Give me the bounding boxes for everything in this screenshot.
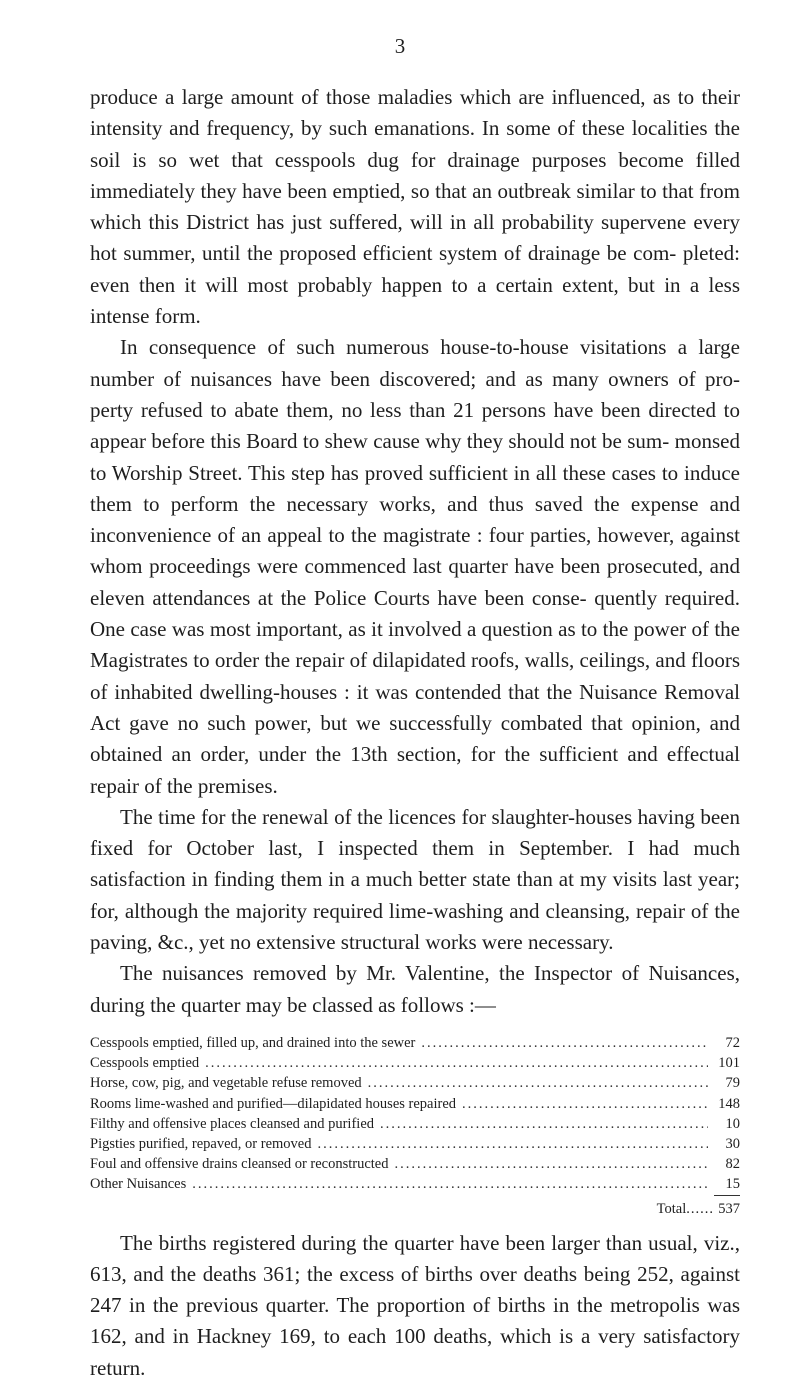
leader-dots [192,1174,708,1194]
paragraph-inspector-intro: The nuisances removed by Mr. Valentine, the Inspector of Nuisances, during the quarter may be classed as follows :— [90,961,740,1017]
leader-dots [395,1154,709,1174]
nuisance-table [90,1033,740,1196]
row-value: 72 [725,1034,740,1051]
row-label: Rooms lime-washed and purified—dilapidated houses repaired [90,1095,457,1112]
row-value: 30 [725,1135,740,1152]
table-row [90,1033,740,1053]
row-value: 148 [718,1095,740,1112]
row-label: Other Nuisances [90,1176,187,1193]
paragraph-drainage: produce a large amount of those maladies which are influenced, as to their intensity and frequency, by such emanations. In some of these localities the soil is so wet that cesspools dug for drainage purposes become filled immediately they have been emptied, so that an outbreak similar to that from which this District has just suffered, will in all probability supervene every hot summer, until the proposed efficient system of drainage be com- pleted: even then it will most probably happen to a certain extent, but in a less intense form. [90,85,740,329]
leader-dots [380,1114,708,1134]
leader-dots [368,1073,708,1093]
total-label: Total [656,1200,687,1217]
table-row [90,1174,740,1195]
row-label: Foul and offensive drains cleansed or reconstructed [90,1156,389,1173]
page-number: 3 [394,34,406,58]
leader-dots [205,1053,708,1073]
row-label: Cesspools emptied [90,1055,200,1072]
row-value: 79 [725,1075,740,1092]
table-row [90,1114,740,1134]
table-row [90,1154,740,1174]
leader-dots [462,1094,708,1114]
row-label: Horse, cow, pig, and vegetable refuse removed [90,1075,362,1092]
row-value: 10 [725,1115,740,1132]
table-row [90,1073,740,1093]
total-row [90,1198,740,1220]
row-value: 101 [718,1055,740,1072]
leader-dots [317,1134,708,1154]
table-row [90,1094,740,1114]
row-label: Filthy and offensive places cleansed and purified [90,1115,375,1132]
row-value: 82 [725,1156,740,1173]
row-value: 15 [714,1174,740,1195]
table-row [90,1053,740,1073]
table-row [90,1134,740,1154]
paragraph-slaughter-houses: The time for the renewal of the licences for slaughter-houses having been fixed for October last, I inspected them in September. I had much satisfaction in finding them in a much better state than at my visits last year; for, although the majority required lime-washing and cleansing, repair of the paving, &c., yet no extensive structural works were necessary. [90,804,740,955]
leader-dots [421,1033,708,1053]
row-label: Pigsties purified, repaved, or removed [90,1135,312,1152]
total-value: 537 [718,1200,740,1217]
body-text [90,82,740,1384]
paragraph-births-deaths: The births registered during the quarter have been larger than usual, viz., 613, and the deaths 361; the excess of births over deaths being 252, against 247 in the previous quarter. The proportion of births in the metropolis was 162, and in Hackney 169, to each 100 deaths, which is a very satisfactory return. [90,1230,740,1380]
row-label: Cesspools emptied, filled up, and drained into the sewer [90,1034,416,1051]
paragraph-nuisances-visitations: In consequence of such numerous house-to-house visitations a large number of nuisances have been discovered; and as many owners of pro- perty refused to abate them, no less than 21 persons have been directed to appear before this Board to shew cause why they should not be sum- monsed to Worship Street. This step has proved sufficient in all these cases to induce them to perform the necessary works, and thus saved the expense and inconvenience of an appeal to the magistrate : four parties, however, against whom proceedings were commenced last quarter have been prosecuted, and eleven attendances at the Police Courts have been conse- quently required. One case was most important, as it involved a question as to the power of the Magistrates to order the repair of dilapidated roofs, walls, ceilings, and floors of inhabited dwelling-houses : it was contended that the Nuisance Removal Act gave no such power, but we successfully combated that opinion, and obtained an order, under the 13th section, for the sufficient and effectual repair of the premises. [90,335,740,798]
total-dots: ...... [686,1200,714,1217]
